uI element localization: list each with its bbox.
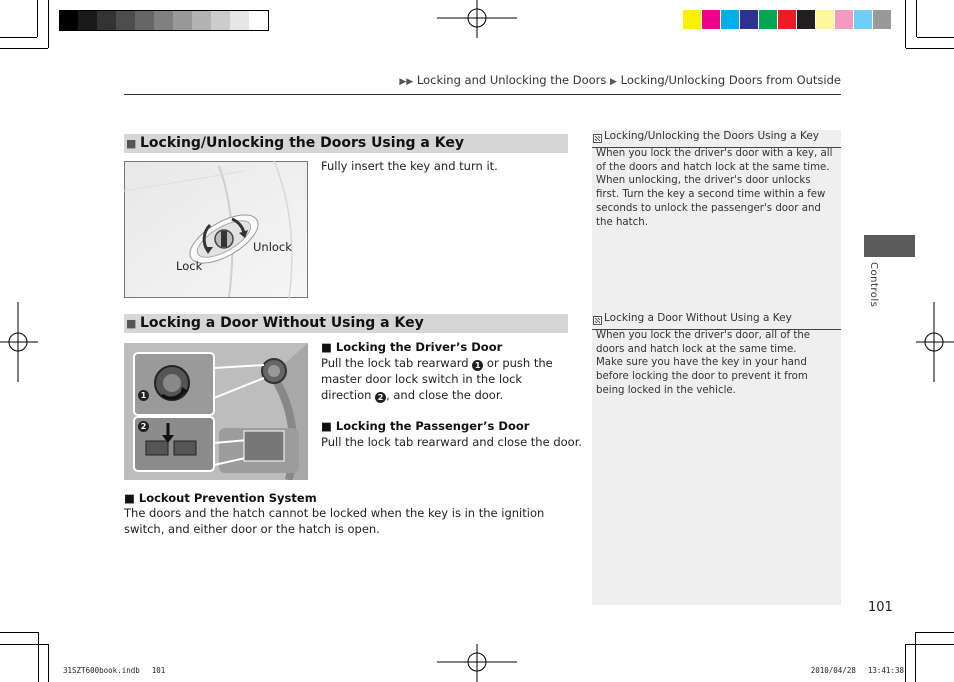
process-swatch xyxy=(873,10,891,29)
gray-swatch xyxy=(59,10,78,31)
lockout-text: The doors and the hatch cannot be locked when the key is in the ignition switch, and either door or the hatch is open. xyxy=(124,506,545,536)
side-note-no-key-title: Locking a Door Without Using a Key xyxy=(604,312,792,324)
registration-mark-top xyxy=(437,0,517,40)
gray-swatch xyxy=(249,10,269,31)
section-marker: ■ xyxy=(126,317,137,330)
process-swatch xyxy=(816,10,834,29)
lockout-heading xyxy=(124,491,317,505)
process-swatch xyxy=(778,10,796,29)
subsection-marker: ■ xyxy=(124,491,135,505)
side-note-key-title: Locking/Unlocking the Doors Using a Key xyxy=(604,130,819,142)
gray-swatch xyxy=(78,10,97,31)
registration-mark-bottom xyxy=(437,642,517,682)
footer-timestamp: 2010/04/28 13:41:38 xyxy=(810,666,904,675)
section-marker: ■ xyxy=(126,137,137,150)
gray-swatch xyxy=(97,10,116,31)
header-rule xyxy=(124,94,841,95)
section-title-key: Locking/Unlocking the Doors Using a Key xyxy=(140,135,464,151)
key-instruction: Fully insert the key and turn it. xyxy=(321,159,498,173)
driver-door-heading xyxy=(321,340,502,354)
breadcrumb-link-locking[interactable]: Locking and Unlocking the Doors xyxy=(416,73,607,87)
registration-mark-right xyxy=(914,302,954,382)
section-title-no-key: Locking a Door Without Using a Key xyxy=(140,315,424,331)
passenger-door-text: Pull the lock tab rearward and close the door. xyxy=(321,435,583,449)
driver-door-title: Locking the Driver’s Door xyxy=(335,340,503,354)
chapter-tab[interactable] xyxy=(864,235,915,257)
figure-callout-1: 1 xyxy=(138,390,149,401)
callout-1-inline: 1 xyxy=(472,360,483,371)
gray-swatch xyxy=(173,10,192,31)
lockout-title: Lockout Prevention System xyxy=(138,491,317,505)
gray-swatch xyxy=(192,10,211,31)
process-swatch xyxy=(835,10,853,29)
door-lock-tab-figure xyxy=(124,343,308,480)
note-icon xyxy=(593,316,602,325)
gray-swatch xyxy=(154,10,173,31)
process-swatch xyxy=(797,10,815,29)
gray-swatch xyxy=(116,10,135,31)
process-swatch xyxy=(702,10,720,29)
gray-swatch xyxy=(135,10,154,31)
side-note-no-key-heading xyxy=(592,312,841,330)
chapter-tab-label: Controls xyxy=(868,262,879,308)
passenger-door-heading xyxy=(321,419,529,433)
process-swatch xyxy=(740,10,758,29)
key-lock-figure xyxy=(124,161,308,298)
side-note-key-heading xyxy=(592,130,841,148)
process-swatch xyxy=(854,10,872,29)
unlock-label: Unlock xyxy=(253,240,292,254)
figure-callout-2: 2 xyxy=(138,421,149,432)
section-heading-key xyxy=(124,134,568,153)
registration-mark-left xyxy=(0,302,40,382)
lock-label: Lock xyxy=(176,259,203,273)
gray-swatch xyxy=(211,10,230,31)
breadcrumb-link-outside[interactable]: Locking/Unlocking Doors from Outside xyxy=(620,73,841,87)
section-heading-no-key xyxy=(124,314,568,333)
side-note-no-key-text: When you lock the driver's door, all of the doors and hatch lock at the same time. Make sure you have the key in your hand before locking the door to prevent it from being locked in the vehicle. xyxy=(596,330,811,396)
subsection-marker: ■ xyxy=(321,419,332,433)
page-number: 101 xyxy=(868,600,893,615)
process-swatch xyxy=(683,10,701,29)
note-icon xyxy=(593,134,602,143)
side-note-key-text: When you lock the driver's door with a key, all of the doors and hatch lock at the same time. When unlocking, the driver's door unlocks first. Turn the key a second time within a few seconds to unlock the passenger's door and the hatch. xyxy=(596,148,833,228)
breadcrumb xyxy=(399,73,841,87)
callout-2-inline: 2 xyxy=(375,392,386,403)
subsection-marker: ■ xyxy=(321,340,332,354)
process-swatch xyxy=(759,10,777,29)
footer-file: 31SZT600book.indb 101 xyxy=(63,666,166,675)
breadcrumb-separator: ▶ xyxy=(610,77,617,87)
driver-door-text: Pull the lock tab rearward 1 or push the master door lock switch in the lock direction 2 , and close the door. xyxy=(321,356,553,402)
process-swatch xyxy=(721,10,739,29)
breadcrumb-arrows: ▶▶ xyxy=(399,77,414,87)
gray-swatch xyxy=(230,10,249,31)
passenger-door-title: Locking the Passenger’s Door xyxy=(335,419,530,433)
